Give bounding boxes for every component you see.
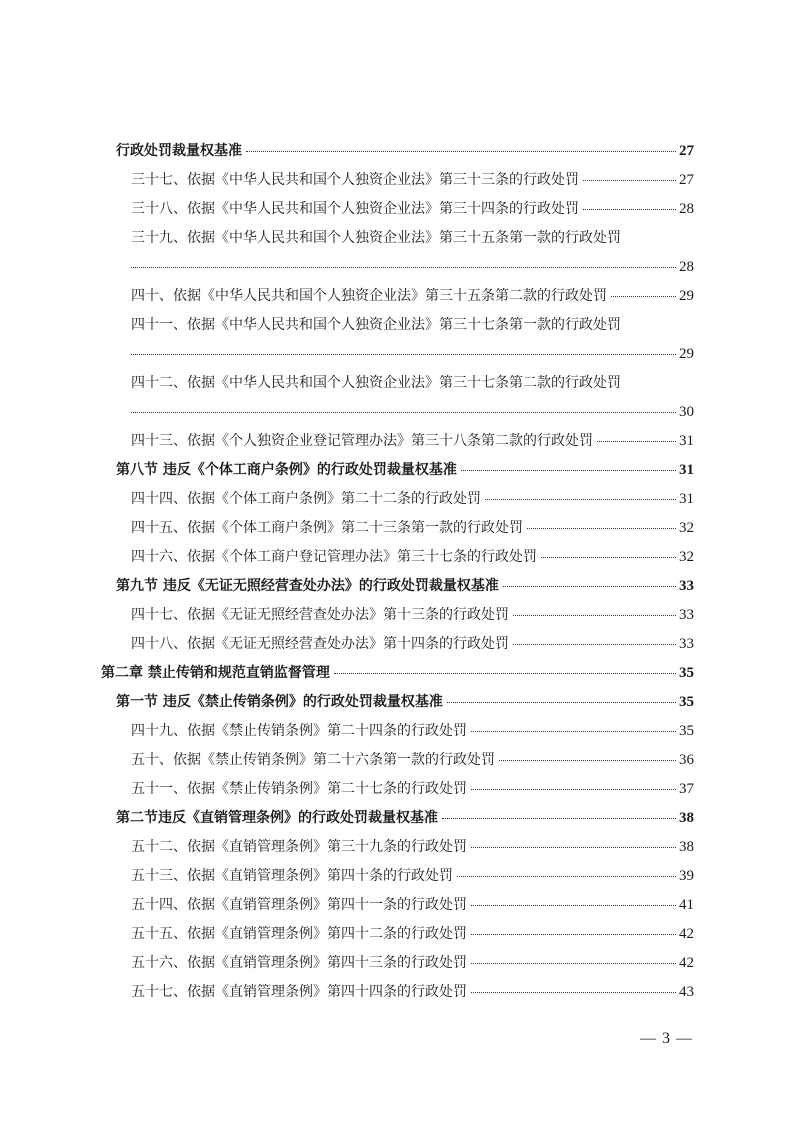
dot-leader — [583, 209, 676, 210]
toc-page-number: 29 — [679, 288, 694, 304]
toc-page-number: 37 — [679, 781, 694, 797]
toc-entry-text: 五十二、依据《直销管理条例》第三十九条的行政处罚 — [131, 839, 467, 855]
dot-leader — [597, 441, 676, 442]
toc-page-number: 33 — [679, 607, 694, 623]
toc-entry — [131, 775, 694, 803]
toc-page-number: 35 — [679, 665, 694, 681]
toc-page-number: 42 — [679, 926, 694, 942]
dot-leader — [461, 470, 676, 471]
toc-entry-text: 五十七、依据《直销管理条例》第四十四条的行政处罚 — [131, 984, 467, 1000]
toc-page-number: 33 — [679, 636, 694, 652]
toc-page-number: 27 — [679, 172, 694, 188]
toc-entry — [131, 717, 694, 745]
toc-entry-section — [116, 688, 694, 716]
dot-leader — [471, 731, 676, 732]
toc-entry-text: 第二章 禁止传销和规范直销监督管理 — [101, 665, 330, 681]
toc-entry-section — [116, 137, 694, 165]
dot-leader — [513, 644, 676, 645]
toc-entry-chapter — [101, 659, 694, 687]
toc-page-number: 31 — [679, 433, 694, 449]
toc-entry — [131, 833, 694, 861]
toc-entry — [131, 514, 694, 542]
toc-entry — [131, 543, 694, 571]
toc-entry — [131, 369, 694, 397]
dot-leader — [131, 267, 676, 268]
toc-entry-section — [116, 572, 694, 600]
toc-page-number: 35 — [679, 723, 694, 739]
toc-entry-text: 四十二、依据《中华人民共和国个人独资企业法》第三十七条第二款的行政处罚 — [131, 375, 621, 391]
dot-leader — [471, 992, 676, 993]
toc-page-number: 31 — [679, 462, 694, 478]
toc-entry — [131, 224, 694, 252]
toc-entry — [131, 311, 694, 339]
toc-entry-text: 三十七、依据《中华人民共和国个人独资企业法》第三十三条的行政处罚 — [131, 172, 579, 188]
toc-entry-text: 四十一、依据《中华人民共和国个人独资企业法》第三十七条第一款的行政处罚 — [131, 317, 621, 333]
toc-entry — [131, 862, 694, 890]
dot-leader — [246, 151, 676, 152]
toc-page-number: 30 — [679, 404, 694, 420]
dot-leader — [447, 702, 676, 703]
toc-page-number: 29 — [679, 346, 694, 362]
dot-leader — [442, 818, 676, 819]
dot-leader — [503, 586, 676, 587]
toc-entry-text: 三十九、依据《中华人民共和国个人独资企业法》第三十五条第一款的行政处罚 — [131, 230, 621, 246]
toc-entry-text: 第二节违反《直销管理条例》的行政处罚裁量权基准 — [116, 810, 438, 826]
toc-page-number: 38 — [679, 839, 694, 855]
toc-entry-section — [116, 456, 694, 484]
toc-entry-text: 第八节 违反《个体工商户条例》的行政处罚裁量权基准 — [116, 462, 457, 478]
toc-entry-section — [116, 804, 694, 832]
dot-leader — [499, 760, 676, 761]
dot-leader — [541, 557, 676, 558]
toc-entry-text: 四十九、依据《禁止传销条例》第二十四条的行政处罚 — [131, 723, 467, 739]
toc-entry-text: 五十五、依据《直销管理条例》第四十二条的行政处罚 — [131, 926, 467, 942]
toc-page-number: 28 — [679, 201, 694, 217]
toc-entry-text: 四十四、依据《个体工商户条例》第二十二条的行政处罚 — [131, 491, 481, 507]
toc-entry-continuation — [131, 398, 694, 426]
toc-page-number: 36 — [679, 752, 694, 768]
toc-page-number: 42 — [679, 955, 694, 971]
toc-entry — [131, 949, 694, 977]
toc-page-number: 27 — [679, 143, 694, 159]
toc-page-number: 32 — [679, 520, 694, 536]
toc-entry — [131, 601, 694, 629]
dot-leader — [471, 789, 676, 790]
toc-entry-text: 四十三、依据《个人独资企业登记管理办法》第三十八条第二款的行政处罚 — [131, 433, 593, 449]
toc-entry — [131, 920, 694, 948]
toc-page-number: 32 — [679, 549, 694, 565]
toc-page-number: 38 — [679, 810, 694, 826]
toc-entry-text: 四十七、依据《无证无照经营查处办法》第十三条的行政处罚 — [131, 607, 509, 623]
dot-leader — [583, 180, 676, 181]
toc-entry-text: 五十三、依据《直销管理条例》第四十条的行政处罚 — [131, 868, 453, 884]
page-number-footer: — 3 — — [640, 1030, 693, 1047]
toc-page-number: 43 — [679, 984, 694, 1000]
dot-leader — [471, 905, 676, 906]
toc-entry-continuation — [131, 253, 694, 281]
toc-entry-text: 四十八、依据《无证无照经营查处办法》第十四条的行政处罚 — [131, 636, 509, 652]
toc-entry-text: 三十八、依据《中华人民共和国个人独资企业法》第三十四条的行政处罚 — [131, 201, 579, 217]
dot-leader — [334, 673, 676, 674]
toc-entry-text: 第一节 违反《禁止传销条例》的行政处罚裁量权基准 — [116, 694, 443, 710]
toc-entry-text: 五十六、依据《直销管理条例》第四十三条的行政处罚 — [131, 955, 467, 971]
toc-entry-text: 行政处罚裁量权基准 — [116, 143, 242, 159]
dot-leader — [611, 296, 676, 297]
toc-entry-text: 四十、依据《中华人民共和国个人独资企业法》第三十五条第二款的行政处罚 — [131, 288, 607, 304]
toc-entry — [131, 746, 694, 774]
toc-page-number: 31 — [679, 491, 694, 507]
toc-entry — [131, 427, 694, 455]
toc-entry-text: 五十、依据《禁止传销条例》第二十六条第一款的行政处罚 — [131, 752, 495, 768]
dot-leader — [471, 963, 676, 964]
dot-leader — [131, 412, 676, 413]
toc-entry-text: 四十五、依据《个体工商户条例》第二十三条第一款的行政处罚 — [131, 520, 523, 536]
dot-leader — [457, 876, 676, 877]
dot-leader — [471, 847, 676, 848]
toc-entry — [131, 195, 694, 223]
toc-page-number: 28 — [679, 259, 694, 275]
toc-page-number: 41 — [679, 897, 694, 913]
toc-entry — [131, 978, 694, 1006]
dot-leader — [131, 354, 676, 355]
toc-page-number: 33 — [679, 578, 694, 594]
toc-entry-continuation — [131, 340, 694, 368]
toc-entry-text: 第九节 违反《无证无照经营查处办法》的行政处罚裁量权基准 — [116, 578, 499, 594]
dot-leader — [471, 934, 676, 935]
toc-entry — [131, 282, 694, 310]
toc-entry — [131, 891, 694, 919]
toc-entry — [131, 485, 694, 513]
toc-entry-text: 五十一、依据《禁止传销条例》第二十七条的行政处罚 — [131, 781, 467, 797]
toc-entry — [131, 630, 694, 658]
dot-leader — [527, 528, 676, 529]
toc-entry-text: 四十六、依据《个体工商户登记管理办法》第三十七条的行政处罚 — [131, 549, 537, 565]
toc-page-number: 35 — [679, 694, 694, 710]
toc-page-number: 39 — [679, 868, 694, 884]
dot-leader — [485, 499, 676, 500]
toc-entry — [131, 166, 694, 194]
toc-entry-text: 五十四、依据《直销管理条例》第四十一条的行政处罚 — [131, 897, 467, 913]
dot-leader — [513, 615, 676, 616]
